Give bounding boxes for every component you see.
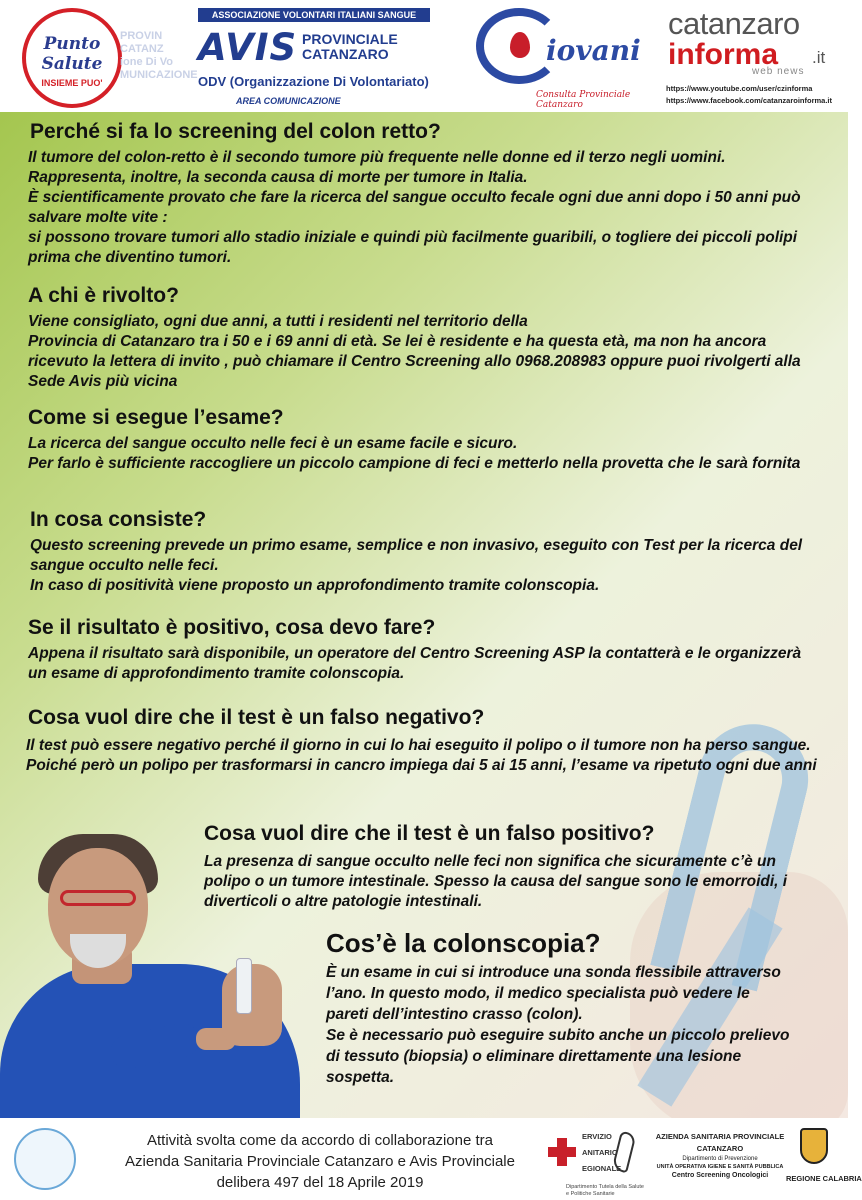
section-title-false-positive: Cosa vuol dire che il test è un falso positivo? bbox=[204, 822, 655, 845]
asp-city: CATANZARO bbox=[696, 1144, 744, 1153]
section-body-target: Viene consigliato, ogni due anni, a tutti i residenti nel territorio della Provincia di Catanzaro tra i 50 e i 69 anni di età. Se lei è residente e ha questa età, ma non ha ancora ricevuto la lettera di invito , può chiamare il Centro Screening allo 0968.208983 oppure puoi rivolgerti alla Sede Avis più vicina bbox=[28, 313, 801, 390]
asp-department: Dipartimento di Prevenzione bbox=[682, 1156, 758, 1162]
header bbox=[0, 0, 848, 112]
section-body-exam: La ricerca del sangue occulto nelle feci è un esame facile e sicuro. Per farlo è sufficiente raccogliere un piccolo campione di feci e metterlo nella provetta che le sarà fornita bbox=[28, 435, 801, 472]
avis-odv-label: ODV (Organizzazione Di Volontariato) bbox=[198, 74, 429, 89]
avis-association-banner: ASSOCIAZIONE VOLONTARI ITALIANI SANGUE bbox=[198, 8, 430, 22]
giovani-avis-logo bbox=[476, 8, 666, 110]
test-vial-icon bbox=[236, 958, 252, 1014]
catanzaro-informa-logo-informa: informa bbox=[668, 38, 779, 71]
section-title-target: A chi è rivolto? bbox=[28, 284, 179, 307]
ssr-line3: EGIONALE bbox=[582, 1164, 622, 1173]
section-title-false-negative: Cosa vuol dire che il test è un falso negativo? bbox=[28, 706, 485, 729]
asp-centro-screening: Centro Screening Oncologici bbox=[671, 1172, 769, 1179]
faded-logo-text: PROVIN CATANZ ione Di Vo MUNICAZIONE bbox=[120, 30, 198, 81]
screening-program-logo bbox=[14, 1128, 76, 1190]
health-cross-icon bbox=[548, 1138, 576, 1166]
asp-unit: UNITÀ OPERATIVA IGIENE E SANITÀ PUBBLICA bbox=[656, 1164, 784, 1170]
section-title-consists: In cosa consiste? bbox=[30, 508, 207, 531]
punto-salute-logo-tagline: INSIEME PUO' bbox=[41, 78, 103, 88]
section-body-false-negative: Il test può essere negativo perché il giorno in cui lo hai eseguito il polipo o il tumore non ha perso sangue. Poiché però un polipo per trasformarsi in cancro impiega dai 5 ai 15 anni, l’esame va ripetuto ogni due anni bbox=[26, 737, 817, 774]
section-title-screening: Perché si fa lo screening del colon retto? bbox=[30, 120, 441, 143]
catanzaro-informa-logo-word: catanzaro bbox=[668, 6, 800, 41]
regione-calabria-label: REGIONE CALABRIA bbox=[786, 1174, 862, 1183]
giovani-subtitle: Consulta Provinciale Catanzaro bbox=[536, 90, 631, 110]
regione-calabria-crest-icon bbox=[800, 1128, 828, 1164]
section-title-colonoscopy: Cos’è la colonscopia? bbox=[326, 928, 601, 958]
calabria-map-icon bbox=[611, 1131, 636, 1174]
footer-collaboration-note: Attività svolta come da accordo di collaborazione tra Azienda Sanitaria Provinciale Catanzaro e Avis Provinciale delibera 497 del 18 Aprile 2019 bbox=[125, 1132, 515, 1191]
glasses-icon bbox=[60, 890, 136, 906]
section-body-consists: Questo screening prevede un primo esame, semplice e non invasivo, eseguito con Test per la ricerca del sangue occulto nelle feci. In caso di positività viene proposto un approfondimento tramite colonscopia. bbox=[30, 537, 803, 594]
main-content bbox=[0, 112, 848, 1118]
avis-area-label: AREA COMUNICAZIONE bbox=[236, 96, 341, 106]
section-body-screening: Il tumore del colon-retto è il secondo tumore più frequente nelle donne ed il terzo negli uomini. Rappresenta, inoltre, la seconda causa di morte per tumore in Italia. È scientificamente provato che fare la ricerca del sangue occulto fecale ogni due anni dopo i 50 anni può salvare molte vite : si possono trovare tumori allo stadio iniziale e quindi più facilmente guaribili, o togliere dei piccoli polipi prima che diventino tumori. bbox=[28, 149, 801, 266]
blood-drop-icon bbox=[510, 32, 530, 58]
ssr-line1: ERVIZIO bbox=[582, 1132, 612, 1141]
ssr-line2: ANITARIO bbox=[582, 1148, 618, 1157]
section-body-false-positive: La presenza di sangue occulto nelle feci non significa che sicuramente c’è un polipo o un tumore intestinale. Spesso la causa del sangue sono le emorroidi, i diverticoli o altre patologie intestinali. bbox=[204, 853, 788, 910]
section-body-colonoscopy: È un esame in cui si introduce una sonda flessibile attraverso l’ano. In questo modo, il medico specialista può vedere le pareti dell’intestino crasso (colon). Se è necessario può eseguire subito anche un piccolo prelievo di tessuto (biopsia) o eliminare direttamente una lesione sospetta. bbox=[326, 964, 790, 1086]
spokesperson-photo bbox=[0, 814, 300, 1118]
punto-salute-logo-line1: Punto bbox=[43, 34, 101, 54]
avis-provincial-label: PROVINCIALE CATANZARO bbox=[302, 31, 398, 62]
catanzaro-informa-web-news: web news bbox=[752, 66, 805, 77]
facebook-link[interactable]: https://www.facebook.com/catanzaroinforma.it bbox=[666, 96, 832, 105]
youtube-link[interactable]: https://www.youtube.com/user/czinforma bbox=[666, 84, 813, 93]
section-title-positive: Se il risultato è positivo, cosa devo fare? bbox=[28, 616, 436, 639]
section-body-positive: Appena il risultato sarà disponibile, un operatore del Centro Screening ASP la contatterà e le organizzerà un esame di approfondimento tramite colonscopia. bbox=[28, 645, 802, 682]
footer bbox=[0, 1118, 862, 1200]
section-title-exam: Come si esegue l’esame? bbox=[28, 406, 284, 429]
catanzaro-informa-logo-it: .it bbox=[812, 48, 826, 67]
avis-logo-wordmark: AVIS bbox=[198, 26, 298, 69]
punto-salute-logo-line2: Salute bbox=[41, 54, 103, 74]
giovani-wordmark: iovani bbox=[546, 34, 641, 67]
asp-name: AZIENDA SANITARIA PROVINCIALE bbox=[655, 1132, 785, 1141]
ssr-department-label: Dipartimento Tutela della Salute e Politiche Sanitarie bbox=[566, 1184, 644, 1197]
punto-salute-logo bbox=[22, 8, 122, 108]
